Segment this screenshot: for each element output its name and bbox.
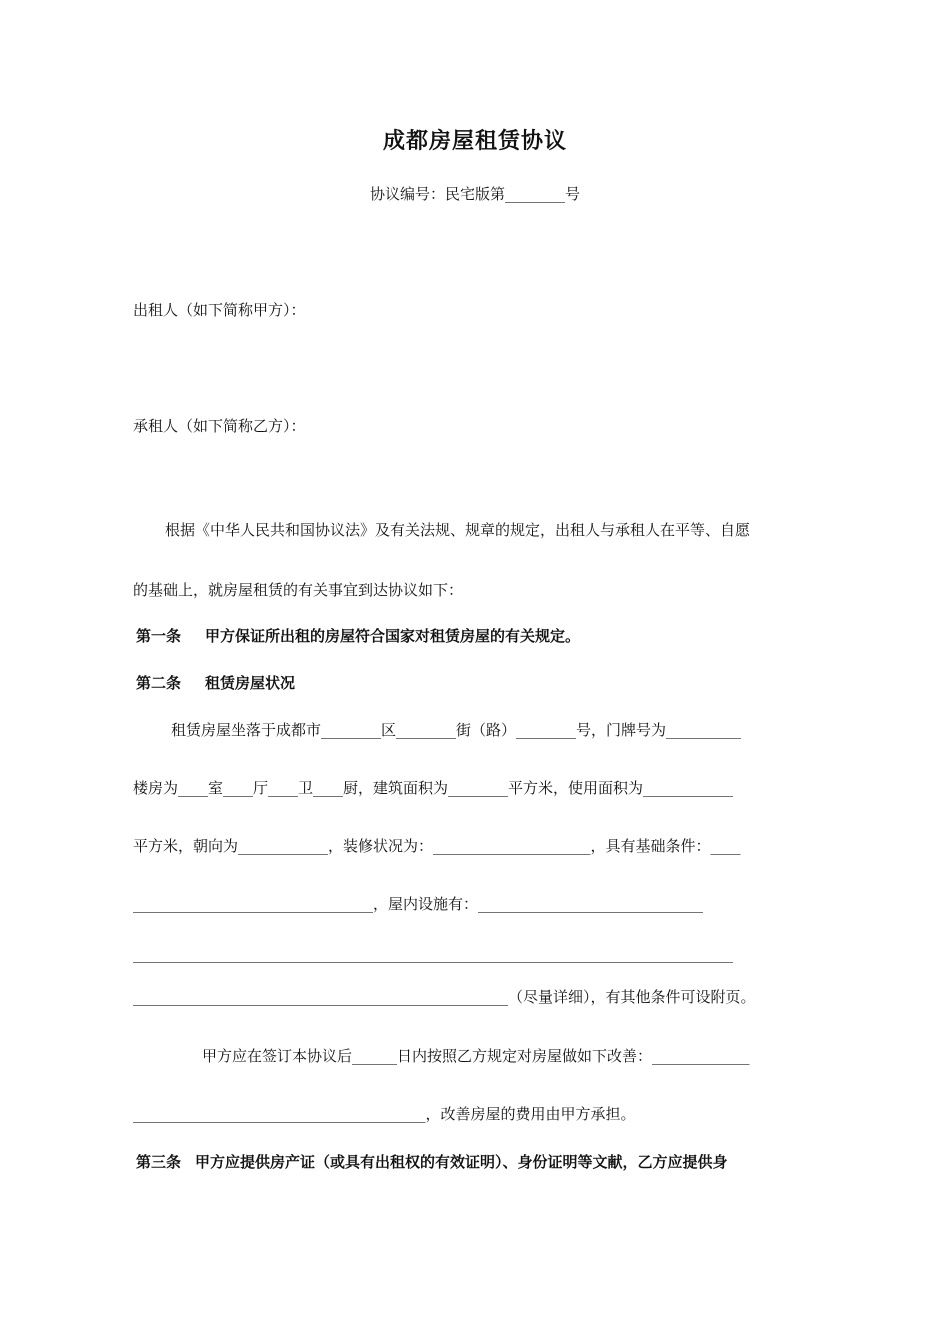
article-1 (136, 626, 580, 646)
article-2-line-5: ________________________________________________________________________________ (133, 945, 733, 963)
article-2-label: 第二条 (136, 674, 182, 692)
article-2 (136, 673, 295, 693)
preamble-line-1: 根据《中华人民共和国协议法》及有关法规、规章的规定，出租人与承租人在平等、自愿 (165, 521, 751, 539)
article-2-line-2: 楼房为____室____厅____卫____厨，建筑面积为________平方米，使用面积为____________ (133, 779, 734, 797)
article-2-line-4: ________________________________，屋内设施有：______________________________ (133, 895, 704, 913)
article-2-line-3: 平方米，朝向为____________，装修状况为：_____________________，具有基础条件：____ (133, 837, 741, 855)
lessor-line: 出租人（如下简称甲方）： (133, 301, 306, 319)
article-1-label: 第一条 (136, 627, 182, 645)
article-3-label: 第三条 (136, 1153, 182, 1171)
article-3 (136, 1152, 728, 1172)
article-1-text: 甲方保证所出租的房屋符合国家对租赁房屋的有关规定。 (205, 627, 581, 645)
article-2-line-6: __________________________________________________（尽量详细），有其他条件可设附页。 (133, 988, 756, 1006)
article-2-line-1: 租赁房屋坐落于成都市________区________街（路）________号，门牌号为__________ (171, 721, 742, 739)
article-2-text: 租赁房屋状况 (205, 674, 296, 692)
article-2-line-7: 甲方应在签订本协议后______日内按照乙方规定对房屋做如下改善：_____________ (202, 1047, 750, 1065)
agreement-number: 协议编号：民宅版第________号 (369, 185, 580, 203)
document-title: 成都房屋租赁协议 (382, 128, 567, 154)
article-2-line-8: _______________________________________，改善房屋的费用由甲方承担。 (133, 1105, 636, 1123)
lessee-line: 承租人（如下简称乙方）： (133, 417, 306, 435)
article-3-text: 甲方应提供房产证（或具有出租权的有效证明）、身份证明等文献，乙方应提供身 (195, 1153, 728, 1171)
preamble-line-2: 的基础上，就房屋租赁的有关事宜到达协议如下： (133, 581, 464, 599)
